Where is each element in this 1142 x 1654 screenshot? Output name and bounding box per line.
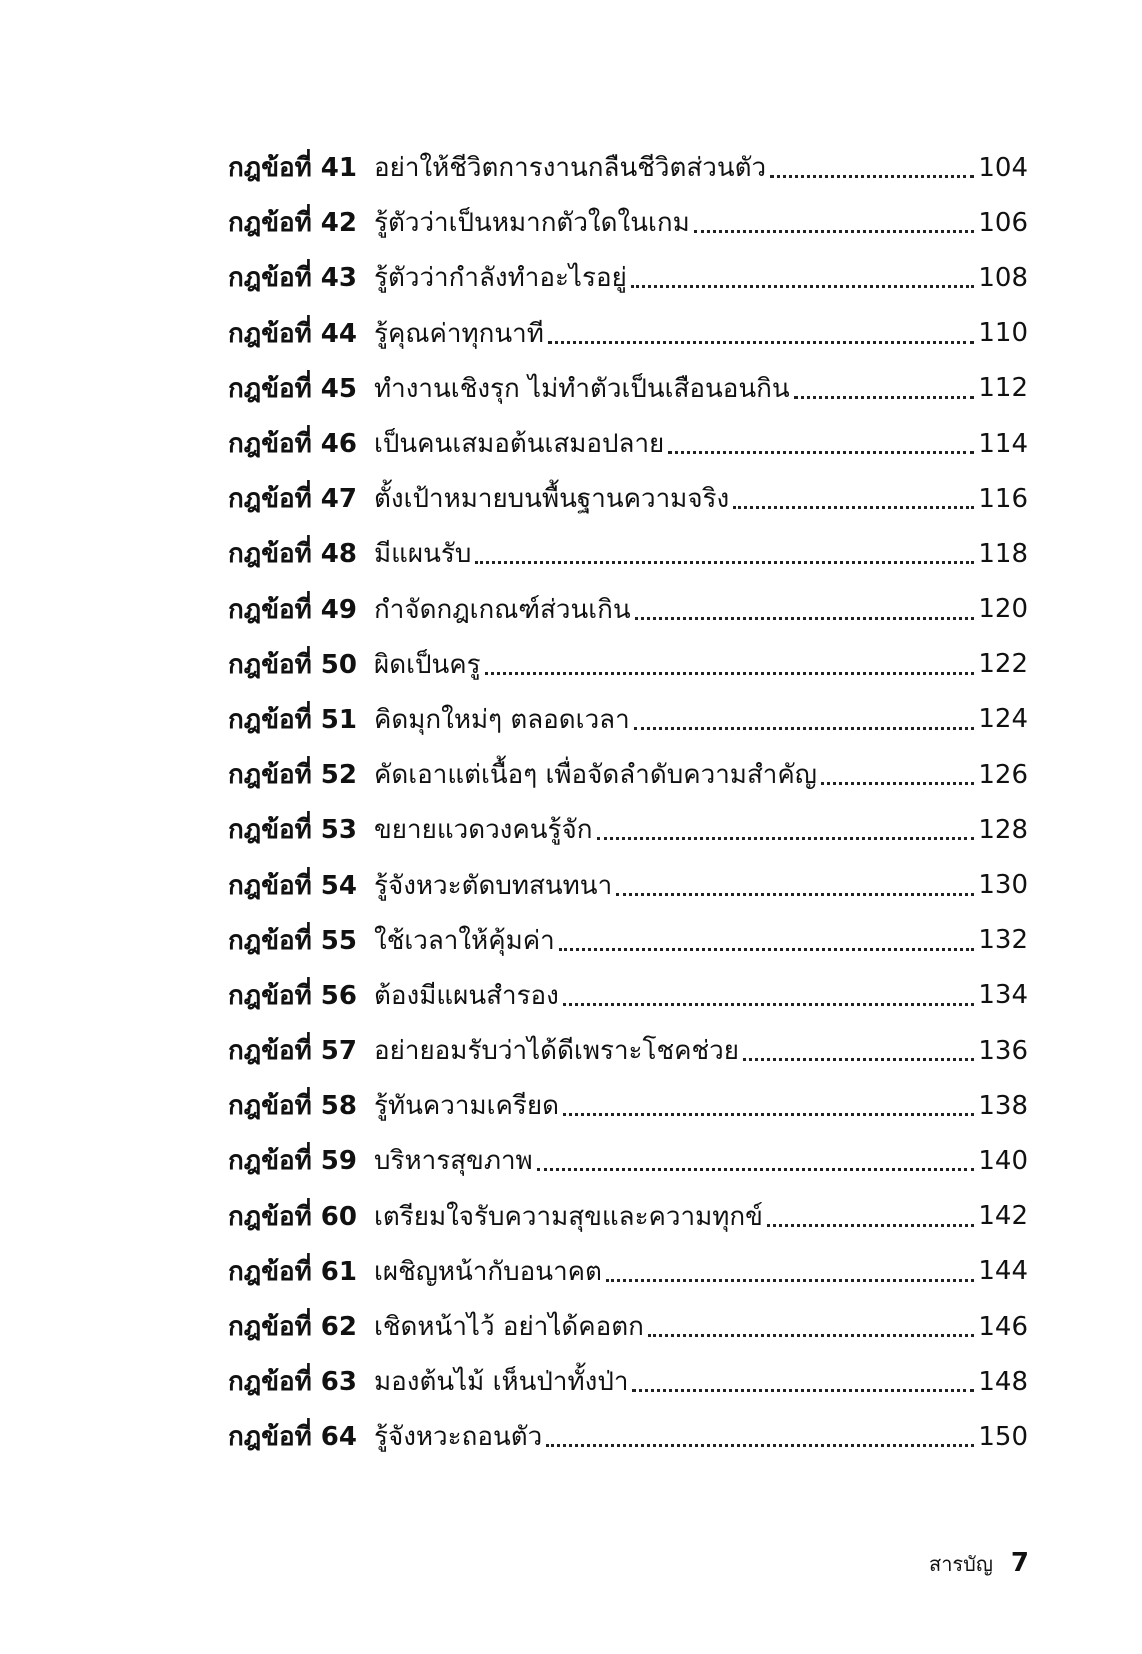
rule-label: กฎข้อที่ 62 — [228, 1312, 357, 1343]
page-number: 134 — [978, 980, 1028, 1011]
dot-leader — [634, 727, 975, 730]
rule-title: เชิดหน้าไว้ อย่าได้คอตก — [374, 1312, 644, 1343]
toc-entry-60 — [228, 1189, 1028, 1244]
rule-label: กฎข้อที่ 53 — [228, 815, 357, 846]
rule-label: กฎข้อที่ 63 — [228, 1367, 357, 1398]
toc-entry-53 — [228, 802, 1028, 857]
rule-label: กฎข้อที่ 41 — [228, 153, 357, 184]
toc-entry-46 — [228, 416, 1028, 471]
page-number: 120 — [978, 594, 1028, 625]
toc-entry-42 — [228, 195, 1028, 250]
dot-leader — [485, 672, 975, 675]
dot-leader — [546, 1444, 974, 1447]
page-number: 132 — [978, 925, 1028, 956]
rule-label: กฎข้อที่ 49 — [228, 594, 357, 625]
dot-leader — [648, 1334, 974, 1337]
rule-title: เตรียมใจรับความสุขและความทุกข์ — [374, 1201, 763, 1232]
toc-entry-64 — [228, 1409, 1028, 1464]
dot-leader — [733, 506, 974, 509]
page-number: 150 — [978, 1421, 1028, 1452]
rule-title: อย่ายอมรับว่าได้ดีเพราะโชคช่วย — [374, 1036, 739, 1067]
rule-title: รู้คุณค่าทุกนาที — [374, 318, 544, 349]
page-number: 140 — [978, 1145, 1028, 1176]
rule-title: ต้องมีแผนสำรอง — [374, 980, 559, 1011]
rule-label: กฎข้อที่ 46 — [228, 429, 357, 460]
rule-label: กฎข้อที่ 57 — [228, 1036, 357, 1067]
page-number: 116 — [978, 483, 1028, 514]
rule-title: รู้จังหวะถอนตัว — [374, 1422, 543, 1453]
rule-title: ผิดเป็นครู — [374, 649, 481, 680]
dot-leader — [563, 1003, 975, 1006]
footer-section-label: สารบัญ — [928, 1552, 993, 1576]
dot-leader — [668, 451, 974, 454]
page-number: 148 — [978, 1366, 1028, 1397]
dot-leader — [597, 837, 975, 840]
dot-leader — [743, 1058, 974, 1061]
rule-label: กฎข้อที่ 55 — [228, 925, 357, 956]
rule-label: กฎข้อที่ 52 — [228, 760, 357, 791]
rule-label: กฎข้อที่ 64 — [228, 1422, 357, 1453]
page-number: 138 — [978, 1090, 1028, 1121]
page-number: 104 — [978, 152, 1028, 183]
dot-leader — [616, 893, 974, 896]
rule-title: อย่าให้ชีวิตการงานกลืนชีวิตส่วนตัว — [374, 153, 767, 184]
toc-entry-52 — [228, 747, 1028, 802]
page-number: 136 — [978, 1035, 1028, 1066]
dot-leader — [694, 230, 975, 233]
page-number: 130 — [978, 870, 1028, 901]
toc-entry-48 — [228, 526, 1028, 581]
dot-leader — [632, 1389, 974, 1392]
rule-title: ขยายแวดวงคนรู้จัก — [374, 815, 593, 846]
rule-label: กฎข้อที่ 48 — [228, 539, 357, 570]
rule-title: คิดมุกใหม่ๆ ตลอดเวลา — [374, 704, 630, 735]
rule-title: เผชิญหน้ากับอนาคต — [374, 1256, 602, 1287]
dot-leader — [559, 948, 975, 951]
rule-title: มองต้นไม้ เห็นป่าทั้งป่า — [374, 1367, 629, 1398]
page-number: 106 — [978, 207, 1028, 238]
rule-label: กฎข้อที่ 56 — [228, 980, 357, 1011]
rule-label: กฎข้อที่ 51 — [228, 704, 357, 735]
toc-entry-49 — [228, 582, 1028, 637]
rule-label: กฎข้อที่ 54 — [228, 870, 357, 901]
dot-leader — [631, 285, 975, 288]
page-number: 146 — [978, 1311, 1028, 1342]
rule-title: รู้ตัวว่ากำลังทำอะไรอยู่ — [374, 263, 627, 294]
rule-title: บริหารสุขภาพ — [374, 1146, 533, 1177]
rule-label: กฎข้อที่ 47 — [228, 484, 357, 515]
rule-label: กฎข้อที่ 44 — [228, 318, 357, 349]
rule-title: กำจัดกฎเกณฑ์ส่วนเกิน — [374, 594, 631, 625]
rule-label: กฎข้อที่ 61 — [228, 1256, 357, 1287]
rule-label: กฎข้อที่ 50 — [228, 649, 357, 680]
dot-leader — [548, 341, 974, 344]
toc-entry-50 — [228, 637, 1028, 692]
rule-label: กฎข้อที่ 42 — [228, 208, 357, 239]
rule-title: มีแผนรับ — [374, 539, 472, 570]
dot-leader — [537, 1168, 975, 1171]
toc-entry-58 — [228, 1078, 1028, 1133]
dot-leader — [767, 1224, 974, 1227]
rule-label: กฎข้อที่ 43 — [228, 263, 357, 294]
page-number: 144 — [978, 1256, 1028, 1287]
page-number: 142 — [978, 1201, 1028, 1232]
toc-entry-56 — [228, 968, 1028, 1023]
page-number: 122 — [978, 649, 1028, 680]
toc-entry-55 — [228, 913, 1028, 968]
rule-title: เป็นคนเสมอต้นเสมอปลาย — [374, 429, 665, 460]
dot-leader — [770, 175, 974, 178]
dot-leader — [635, 617, 975, 620]
toc-entry-45 — [228, 361, 1028, 416]
toc-entry-54 — [228, 857, 1028, 912]
toc-entry-41 — [228, 140, 1028, 195]
dot-leader — [606, 1279, 974, 1282]
toc-entry-57 — [228, 1023, 1028, 1078]
rule-title: คัดเอาแต่เนื้อๆ เพื่อจัดลำดับความสำคัญ — [374, 760, 817, 791]
toc-entry-59 — [228, 1133, 1028, 1188]
rule-label: กฎข้อที่ 60 — [228, 1201, 357, 1232]
page-number: 110 — [978, 318, 1028, 349]
dot-leader — [563, 1113, 974, 1116]
rule-title: ตั้งเป้าหมายบนพื้นฐานความจริง — [374, 484, 730, 515]
toc-entry-43 — [228, 250, 1028, 305]
rule-label: กฎข้อที่ 58 — [228, 1091, 357, 1122]
page-footer — [929, 1548, 1029, 1580]
dot-leader — [475, 561, 974, 564]
page-number: 126 — [978, 759, 1028, 790]
dot-leader — [821, 782, 974, 785]
page-number: 114 — [978, 428, 1028, 459]
toc-entry-51 — [228, 692, 1028, 747]
rule-title: ใช้เวลาให้คุ้มค่า — [374, 925, 555, 956]
rule-label: กฎข้อที่ 59 — [228, 1146, 357, 1177]
toc-entry-44 — [228, 306, 1028, 361]
rule-title: รู้ทันความเครียด — [374, 1091, 559, 1122]
toc-entry-47 — [228, 471, 1028, 526]
page-number: 124 — [978, 704, 1028, 735]
dot-leader — [794, 396, 975, 399]
page-number: 112 — [978, 373, 1028, 404]
toc-entry-62 — [228, 1299, 1028, 1354]
rule-title: รู้ตัวว่าเป็นหมากตัวใดในเกม — [374, 208, 690, 239]
toc-entry-63 — [228, 1354, 1028, 1409]
page-number: 108 — [978, 262, 1028, 293]
rule-title: รู้จังหวะตัดบทสนทนา — [374, 870, 613, 901]
page-number: 118 — [978, 538, 1028, 569]
rule-label: กฎข้อที่ 45 — [228, 373, 357, 404]
rule-title: ทำงานเชิงรุก ไม่ทำตัวเป็นเสือนอนกิน — [374, 373, 790, 404]
table-of-contents — [228, 140, 1028, 1465]
page-number: 128 — [978, 814, 1028, 845]
footer-page-number: 7 — [1010, 1548, 1029, 1578]
toc-entry-61 — [228, 1244, 1028, 1299]
